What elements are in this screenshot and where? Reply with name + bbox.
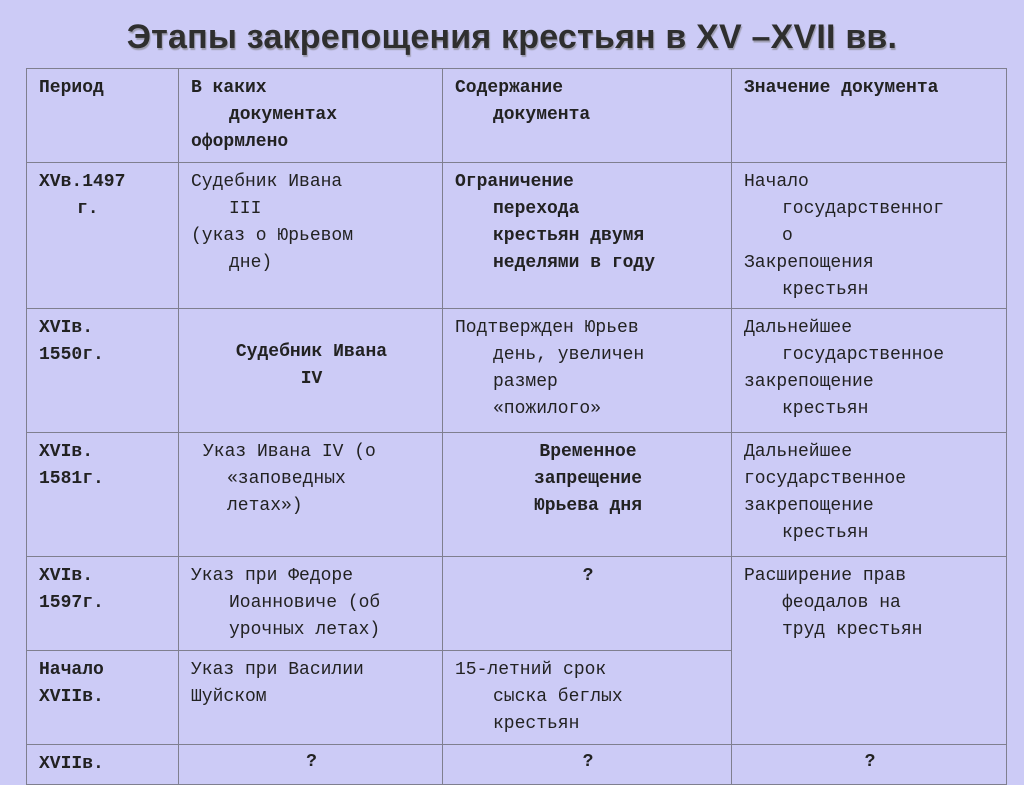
page-title: Этапы закрепощения крестьян в XV –XVII вв. — [126, 18, 898, 56]
header-meaning: Значение документа — [732, 69, 1007, 163]
table-row — [27, 309, 1007, 433]
header-period: Период — [27, 69, 179, 163]
cell-document-question: ? — [179, 745, 443, 785]
cell-document: Судебник Ивана IV — [179, 309, 443, 433]
cell-meaning: Расширение прав феодалов на труд крестьян — [732, 557, 1007, 745]
cell-meaning: Дальнейшее государственное закрепощение крестьян — [732, 433, 1007, 557]
cell-period: XVв.1497 г. — [27, 163, 179, 309]
cell-document: Указ Ивана IV (о «заповедных летах») — [179, 433, 443, 557]
cell-content: Ограничение перехода крестьян двумя неделями в году — [443, 163, 732, 309]
table-row — [27, 745, 1007, 785]
cell-meaning: Начало государственног о Закрепощения крестьян — [732, 163, 1007, 309]
cell-period: XVIв. 1597г. — [27, 557, 179, 651]
cell-period: XVIIв. — [27, 745, 179, 785]
table-row — [27, 433, 1007, 557]
cell-content: 15-летний срок сыска беглых крестьян — [443, 651, 732, 745]
header-content: Содержание документа — [443, 69, 732, 163]
cell-content: Временное запрещение Юрьева дня — [443, 433, 732, 557]
cell-period: XVIв. 1550г. — [27, 309, 179, 433]
cell-period: XVIв. 1581г. — [27, 433, 179, 557]
cell-content-question: ? — [443, 745, 732, 785]
cell-document: Указ при Василии Шуйском — [179, 651, 443, 745]
cell-content: Подтвержден Юрьев день, увеличен размер «пожилого» — [443, 309, 732, 433]
header-documents: В каких документах оформлено — [179, 69, 443, 163]
cell-document: Судебник Ивана III (указ о Юрьевом дне) — [179, 163, 443, 309]
cell-content-question: ? — [443, 557, 732, 651]
cell-meaning: Дальнейшее государственное закрепощение крестьян — [732, 309, 1007, 433]
cell-period: Начало XVIIв. — [27, 651, 179, 745]
stages-table — [26, 68, 1007, 785]
table-row — [27, 557, 1007, 651]
cell-meaning-question: ? — [732, 745, 1007, 785]
cell-document: Указ при Федоре Иоанновиче (об урочных летах) — [179, 557, 443, 651]
table-row — [27, 163, 1007, 309]
table-header-row — [27, 69, 1007, 163]
